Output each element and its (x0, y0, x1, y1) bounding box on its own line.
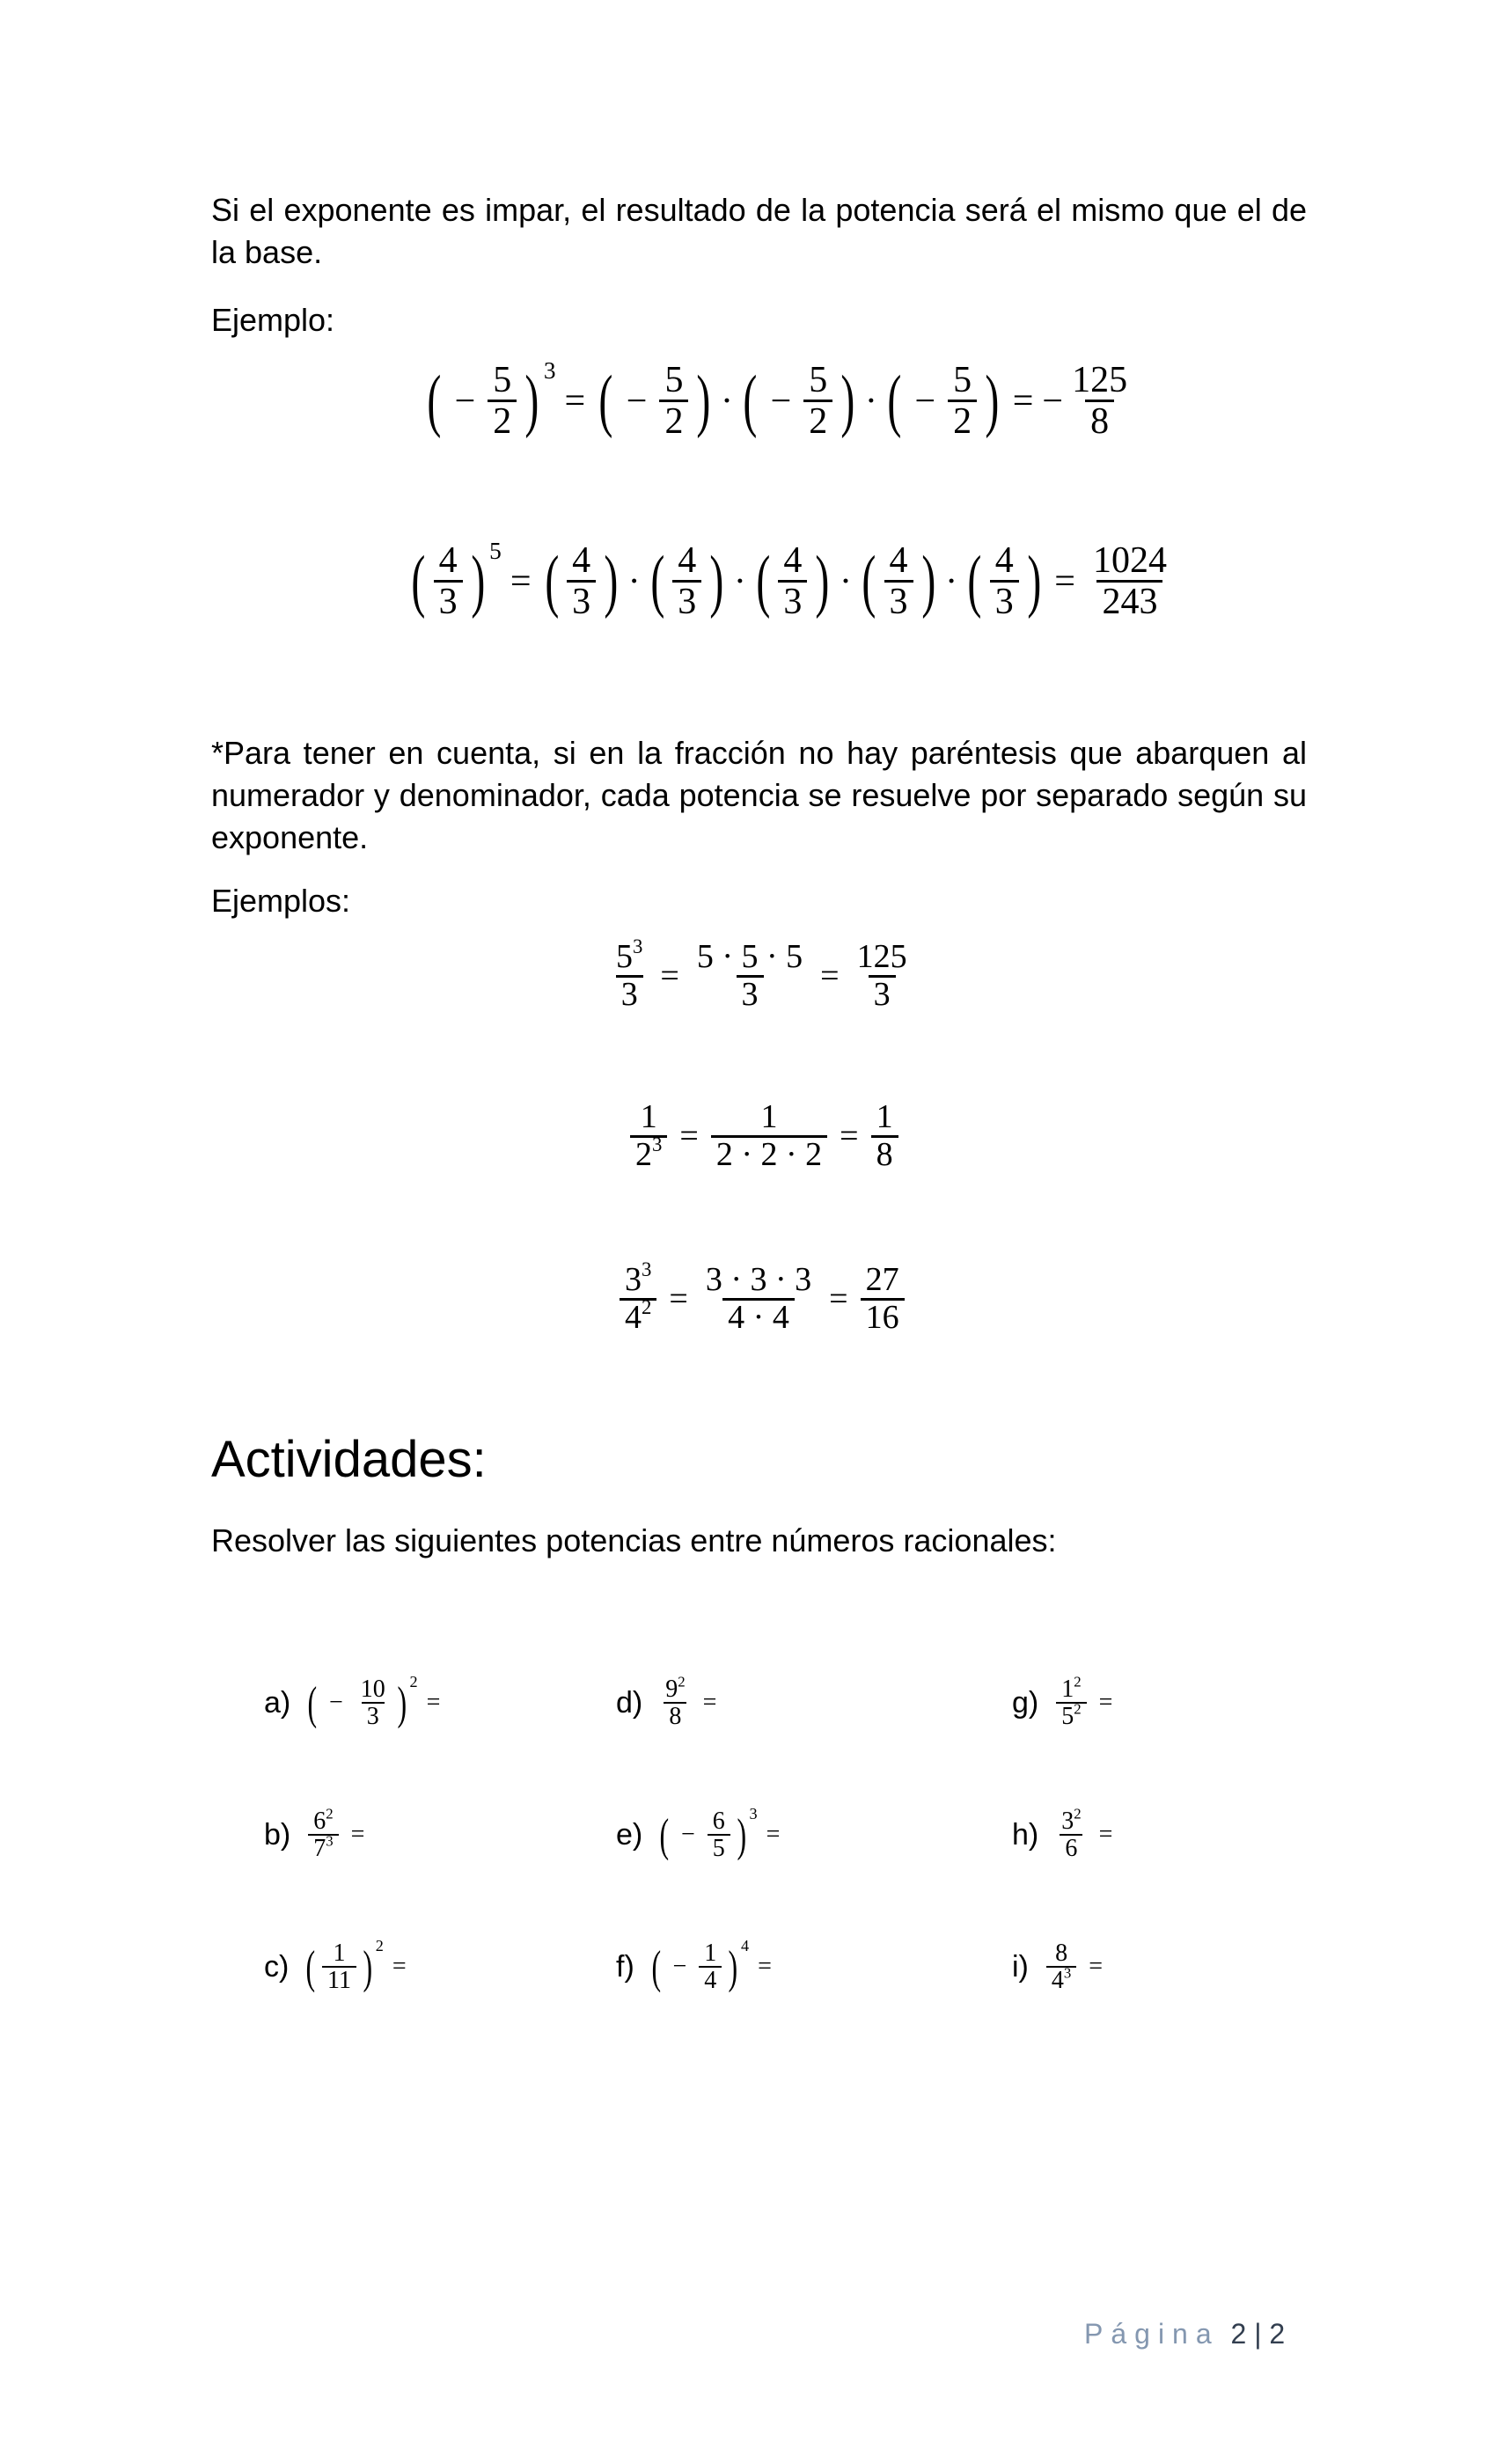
equals-sign: = (679, 1118, 699, 1155)
numerator (328, 1940, 351, 1966)
left-paren: ( (649, 541, 664, 620)
activity-label: c) (264, 1949, 290, 1984)
numerator (488, 361, 517, 400)
activity-label: h) (1012, 1817, 1039, 1852)
denominator (699, 1966, 722, 1993)
exponent: 3 (543, 357, 556, 384)
numerator-value: 4 (572, 540, 591, 581)
fraction (708, 1808, 730, 1862)
numerator (699, 1940, 722, 1966)
numerator-value: 1 (640, 1098, 657, 1135)
denominator-value: 3 (438, 582, 458, 623)
denominator (1060, 1834, 1082, 1861)
denominator-value: 3 (572, 582, 591, 623)
numerator (990, 541, 1019, 580)
left-paren: ( (427, 361, 442, 439)
numerator (778, 541, 807, 580)
activity-label: f) (616, 1949, 634, 1984)
denominator (861, 1298, 905, 1336)
denominator-value: $5^2$ (1061, 1700, 1082, 1731)
left-paren: ( (305, 1940, 316, 1993)
equals-sign: = (758, 1953, 772, 1981)
equals-sign: = (660, 957, 679, 995)
numerator (434, 541, 463, 580)
numerator-value: 10 (360, 1676, 385, 1703)
example-label: Ejemplo: (211, 302, 335, 338)
exponent: 4 (741, 1937, 750, 1954)
parenthesized-fraction (303, 1940, 375, 1994)
multiply-dot: · (721, 380, 734, 422)
denominator (1096, 580, 1162, 621)
numerator-value: $5^3$ (616, 935, 643, 975)
numerator (692, 940, 808, 975)
minus-sign: − (914, 380, 936, 422)
activity-item (1012, 1673, 1121, 1731)
left-paren: ( (743, 361, 758, 439)
minus-sign: − (626, 380, 648, 422)
numerator-value: 125 (856, 938, 907, 975)
numerator-value: 5 (664, 360, 684, 400)
minus-sign: − (680, 1821, 695, 1849)
fraction (884, 541, 913, 621)
multiply-dot: · (839, 561, 852, 602)
numerator (635, 1100, 663, 1135)
denominator-value: 2 (809, 401, 828, 443)
left-paren: ( (544, 541, 559, 620)
denominator-value: 2 · 2 · 2 (715, 1135, 823, 1173)
fraction (692, 940, 808, 1013)
denominator-value: 243 (1102, 582, 1158, 623)
equals-sign: = (392, 1953, 407, 1981)
fraction (852, 940, 913, 1013)
denominator-value: 3 (741, 975, 759, 1013)
numerator (620, 1258, 656, 1298)
denominator (488, 400, 517, 441)
denominator (708, 1834, 730, 1861)
denominator-value: $4^2$ (625, 1295, 652, 1336)
denominator-value: 16 (865, 1298, 899, 1336)
numerator (1067, 361, 1133, 400)
fraction (803, 361, 832, 441)
minus-sign: − (328, 1689, 343, 1717)
numerator (308, 1805, 338, 1835)
denominator (362, 1702, 385, 1729)
right-paren: ) (737, 1808, 746, 1861)
example-equation-2 (407, 538, 1176, 623)
left-paren: ( (756, 541, 771, 620)
right-paren: ) (709, 541, 724, 620)
separate-example-equation (607, 935, 916, 1013)
fraction (567, 541, 596, 621)
left-paren: ( (887, 361, 902, 439)
parenthesized-fraction (422, 361, 544, 441)
separate-example-equation (627, 1100, 902, 1173)
activity-item (1012, 1940, 1111, 1994)
numerator-value: 4 (889, 540, 908, 581)
parenthesized-fraction (963, 541, 1045, 621)
left-paren: ( (862, 541, 876, 620)
parenthesized-fraction (594, 361, 715, 441)
page-word: Página (1084, 2318, 1220, 2350)
exponent: 2 (326, 1805, 334, 1822)
numerator-value: 1024 (1092, 540, 1167, 581)
denominator-value: 3 (994, 582, 1014, 623)
separate-example-equation (616, 1258, 908, 1336)
numerator-value: $3^2$ (1061, 1805, 1082, 1835)
left-paren: ( (598, 361, 613, 439)
fraction (1067, 361, 1133, 441)
denominator (434, 580, 463, 621)
exponent: 3 (642, 1258, 652, 1281)
left-paren: ( (967, 541, 982, 620)
equals-sign: = (1098, 1821, 1113, 1849)
activity-item (616, 1673, 725, 1731)
minus-sign: − (454, 380, 476, 422)
denominator-value: 2 (493, 401, 512, 443)
activity-item (264, 1805, 373, 1863)
note-paragraph: *Para tener en cuenta, si en la fracción no hay paréntesis que abarquen al numerador y denominador, cada potencia se resuelve por separado según su exponente. (211, 735, 1307, 855)
activity-label: d) (616, 1685, 643, 1720)
activity-label: e) (616, 1817, 643, 1852)
numerator-value: 1 (876, 1098, 893, 1135)
numerator (948, 361, 977, 400)
equals-sign: = (1098, 1689, 1113, 1717)
denominator (630, 1135, 667, 1173)
numerator (884, 541, 913, 580)
minus-sign: − (672, 1953, 687, 1981)
numerator-value: 1 (333, 1940, 346, 1967)
fraction (871, 1100, 898, 1173)
right-paren: ) (470, 541, 485, 620)
numerator-value: $3^3$ (625, 1258, 652, 1298)
equals-sign: = (820, 957, 840, 995)
example-equation-1 (422, 357, 1136, 443)
activity-label: i) (1012, 1949, 1029, 1984)
activities-heading: Actividades: (211, 1431, 487, 1488)
denominator-value: 5 (712, 1835, 725, 1863)
numerator (871, 1100, 898, 1135)
numerator-value: 4 (994, 540, 1014, 581)
denominator (616, 975, 643, 1013)
right-paren: ) (397, 1676, 407, 1729)
denominator (778, 580, 807, 621)
denominator-value: 3 (678, 582, 697, 623)
fraction (672, 541, 701, 621)
right-paren: ) (985, 361, 1000, 439)
exponent: 2 (1074, 1805, 1082, 1822)
numerator-value: 5 (953, 360, 972, 400)
right-paren: ) (1027, 541, 1041, 620)
denominator (990, 580, 1019, 621)
fraction (488, 361, 517, 441)
equals-sign: = (829, 1280, 848, 1318)
multiply-dot: · (627, 561, 641, 602)
left-paren: ( (411, 541, 426, 620)
equals-sign: = (1054, 561, 1075, 602)
equals-sign: = (510, 561, 532, 602)
fraction (711, 1100, 827, 1173)
parenthesized-fraction (738, 361, 860, 441)
exponent: 2 (409, 1673, 418, 1690)
numerator (1088, 541, 1172, 580)
exponent: 3 (749, 1805, 758, 1822)
numerator (356, 1676, 391, 1702)
fraction (630, 1100, 667, 1173)
fraction (1046, 1940, 1076, 1994)
fraction (620, 1258, 656, 1336)
denominator (803, 400, 832, 441)
numerator-value: 5 (493, 360, 512, 400)
left-paren: ( (651, 1940, 661, 1993)
equals-sign: = (426, 1689, 441, 1717)
activity-item (1012, 1805, 1121, 1863)
parenthesized-fraction (857, 541, 940, 621)
multiply-dot: · (945, 561, 958, 602)
denominator (664, 1702, 686, 1729)
fraction (861, 1263, 905, 1336)
fraction (778, 541, 807, 621)
denominator-value: $2^3$ (635, 1133, 663, 1173)
parenthesized-fraction (752, 541, 834, 621)
page-footer (1084, 2318, 1285, 2350)
equals-sign: = (1012, 380, 1034, 422)
numerator (803, 361, 832, 400)
page-numbers: 2 | 2 (1230, 2318, 1286, 2350)
exponent: 3 (652, 1133, 663, 1155)
equals-sign: = (840, 1118, 859, 1155)
numerator (708, 1808, 730, 1834)
exponent: 3 (1063, 1964, 1072, 1982)
fraction (700, 1263, 817, 1336)
numerator-value: $1^2$ (1061, 1673, 1082, 1703)
numerator-value: 27 (865, 1261, 899, 1298)
activity-item (616, 1937, 781, 1995)
intro-paragraph: Si el exponente es impar, el resultado de la potencia será el mismo que el de la base. (211, 192, 1307, 270)
numerator-value: 5 · 5 · 5 (696, 938, 803, 975)
parenthesized-fraction (304, 1676, 409, 1730)
numerator-value: 4 (438, 540, 458, 581)
numerator (660, 1673, 690, 1703)
exponent: 5 (489, 538, 502, 564)
minus-sign: − (1042, 380, 1064, 422)
exponent: 3 (633, 935, 643, 958)
denominator-value: 2 (953, 401, 972, 443)
right-paren: ) (696, 361, 711, 439)
parenthesized-fraction (656, 1808, 749, 1862)
numerator (861, 1263, 905, 1298)
numerator-value: 6 (712, 1808, 725, 1835)
denominator (737, 975, 764, 1013)
fraction (990, 541, 1019, 621)
denominator (948, 400, 977, 441)
numerator (1050, 1940, 1073, 1966)
numerator-value: 4 (783, 540, 803, 581)
denominator (1046, 1966, 1076, 1993)
equals-sign: = (766, 1821, 781, 1849)
activity-label: a) (264, 1685, 291, 1720)
numerator-value: 3 · 3 · 3 (705, 1261, 812, 1298)
left-paren: ( (307, 1676, 318, 1729)
exponent: 2 (375, 1937, 384, 1954)
activity-item (264, 1673, 449, 1731)
denominator (722, 1298, 795, 1336)
right-paren: ) (840, 361, 855, 439)
numerator (567, 541, 596, 580)
denominator-value: 3 (889, 582, 908, 623)
denominator-value: 8 (876, 1135, 893, 1173)
denominator-value: 3 (620, 975, 638, 1013)
fraction (356, 1676, 391, 1730)
denominator-value: 4 (704, 1967, 717, 1995)
parenthesized-fraction (540, 541, 623, 621)
denominator (567, 580, 596, 621)
exponent: 3 (326, 1832, 334, 1850)
multiply-dot: · (733, 561, 746, 602)
equals-sign: = (1089, 1953, 1104, 1981)
activity-label: b) (264, 1817, 291, 1852)
left-paren: ( (659, 1808, 670, 1861)
equals-sign: = (350, 1821, 365, 1849)
denominator (1085, 400, 1114, 441)
numerator (659, 361, 688, 400)
denominator (620, 1295, 656, 1336)
denominator (1056, 1702, 1086, 1729)
right-paren: ) (524, 361, 539, 439)
fraction (659, 361, 688, 441)
denominator-value: 8 (1090, 401, 1110, 443)
fraction (699, 1940, 722, 1994)
numerator-value: 125 (1072, 360, 1128, 400)
equals-sign: = (564, 380, 586, 422)
fraction (308, 1805, 338, 1863)
denominator (308, 1834, 338, 1861)
denominator-value: $7^3$ (313, 1832, 334, 1863)
exponent: 2 (678, 1673, 686, 1690)
denominator-value: $4^3$ (1051, 1964, 1072, 1995)
denominator-value: 6 (1065, 1835, 1078, 1863)
parenthesized-fraction (649, 1940, 741, 1994)
numerator (756, 1100, 783, 1135)
parenthesized-fraction (883, 361, 1004, 441)
equals-sign: = (702, 1689, 717, 1717)
parenthesized-fraction (646, 541, 729, 621)
fraction (1056, 1805, 1086, 1863)
numerator-value: $6^2$ (313, 1805, 334, 1835)
activity-item (616, 1805, 788, 1863)
right-paren: ) (920, 541, 935, 620)
denominator (884, 580, 913, 621)
exponent: 2 (1074, 1700, 1082, 1718)
denominator (659, 400, 688, 441)
numerator-value: $9^2$ (665, 1673, 686, 1703)
numerator (672, 541, 701, 580)
equals-sign: = (669, 1280, 688, 1318)
denominator-value: 4 · 4 (728, 1298, 789, 1336)
denominator-value: 3 (366, 1703, 379, 1731)
denominator (871, 1135, 898, 1173)
activity-item (264, 1937, 415, 1995)
fraction (322, 1940, 356, 1994)
examples-label: Ejemplos: (211, 883, 351, 919)
fraction (660, 1673, 690, 1731)
fraction (1088, 541, 1172, 621)
numerator (1056, 1805, 1086, 1835)
denominator-value: 2 (664, 401, 684, 443)
fraction (434, 541, 463, 621)
denominator-value: 3 (783, 582, 803, 623)
numerator (611, 935, 648, 975)
numerator-value: 8 (1055, 1940, 1068, 1967)
right-paren: ) (363, 1940, 373, 1993)
numerator-value: 5 (809, 360, 828, 400)
numerator-value: 4 (678, 540, 697, 581)
numerator (700, 1263, 817, 1298)
exponent: 2 (1074, 1673, 1082, 1690)
right-paren: ) (604, 541, 619, 620)
exponent: 2 (642, 1295, 652, 1318)
denominator (711, 1135, 827, 1173)
denominator (869, 975, 896, 1013)
fraction (948, 361, 977, 441)
denominator (672, 580, 701, 621)
numerator-value: 1 (704, 1940, 717, 1967)
fraction (611, 935, 648, 1013)
minus-sign: − (770, 380, 792, 422)
denominator-value: 11 (327, 1967, 352, 1995)
numerator-value: 1 (760, 1098, 778, 1135)
numerator (1056, 1673, 1086, 1703)
fraction (1056, 1673, 1086, 1731)
parenthesized-fraction (407, 541, 489, 621)
activity-label: g) (1012, 1685, 1039, 1720)
activities-instruction: Resolver las siguientes potencias entre números racionales: (211, 1522, 1057, 1558)
numerator (852, 940, 913, 975)
multiply-dot: · (864, 380, 877, 422)
denominator (322, 1966, 356, 1993)
right-paren: ) (728, 1940, 738, 1993)
right-paren: ) (815, 541, 830, 620)
denominator-value: 8 (669, 1703, 682, 1731)
denominator-value: 3 (873, 975, 891, 1013)
